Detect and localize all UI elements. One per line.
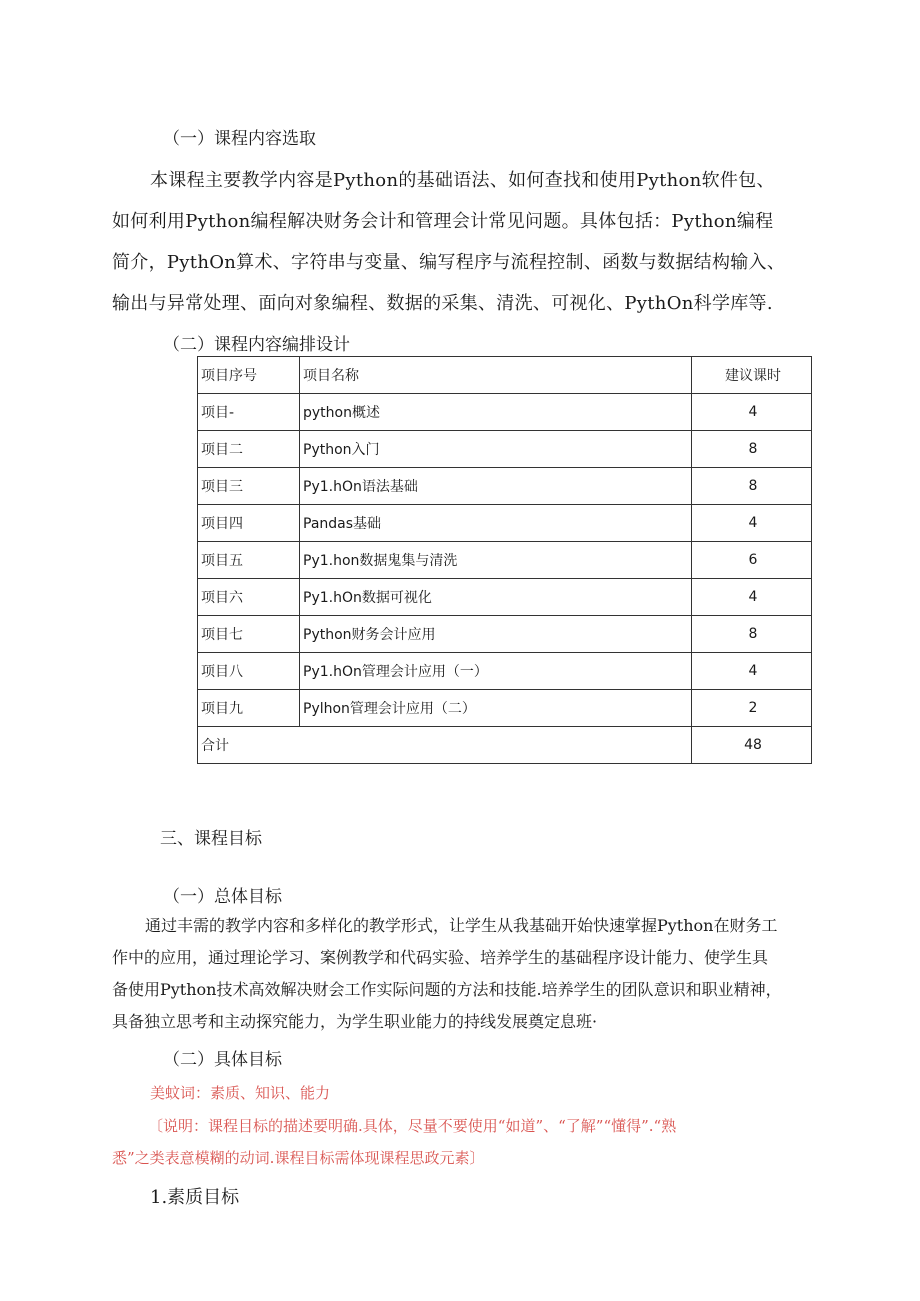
total-hours: 48 — [692, 727, 812, 764]
project-hours: 4 — [692, 653, 812, 690]
table-total-row — [198, 727, 812, 764]
keywords-note: 美蚊词：素质、知识、能力 — [150, 1084, 331, 1102]
content-selection-paragraph — [112, 160, 832, 324]
project-hours: 8 — [692, 468, 812, 505]
project-name: Pandas基础 — [300, 505, 692, 542]
paragraph-line: 备使用Python技术高效解决财会工作实际问题的方法和技能.培养学生的团队意识和职业精神， — [112, 980, 782, 999]
table-row — [198, 579, 812, 616]
section-heading-content-arrangement: （二）课程内容编排设计 — [163, 335, 350, 355]
subheading-overall-objective: （一）总体目标 — [163, 887, 282, 907]
project-hours: 6 — [692, 542, 812, 579]
project-name: Py1.hOn语法基础 — [300, 468, 692, 505]
project-name: python概述 — [300, 394, 692, 431]
table-row — [198, 690, 812, 727]
header-suggested-hours: 建议课时 — [692, 357, 812, 394]
project-name: Py1.hon数据鬼集与清洗 — [300, 542, 692, 579]
subheading-specific-objectives: （二）具体目标 — [163, 1050, 282, 1070]
table-row — [198, 394, 812, 431]
paragraph-line: 具备独立思考和主动探究能力，为学生职业能力的持线发展奠定息班· — [112, 1012, 598, 1031]
paragraph-line: 作中的应用，通过理论学习、案例教学和代码实验、培养学生的基础程序设计能力、使学生具 — [112, 948, 769, 967]
project-number: 项目九 — [198, 690, 300, 727]
project-number: 项目八 — [198, 653, 300, 690]
project-number: 项目六 — [198, 579, 300, 616]
project-hours: 8 — [692, 431, 812, 468]
table-row — [198, 468, 812, 505]
project-number: 项目四 — [198, 505, 300, 542]
overall-objective-paragraph — [112, 910, 782, 1038]
table-row — [198, 616, 812, 653]
project-hours: 8 — [692, 616, 812, 653]
note-line: 悉”之类表意模糊的动词.课程目标需体现课程思政元素〕 — [112, 1149, 485, 1167]
header-project-name: 项目名称 — [300, 357, 692, 394]
table-row — [198, 431, 812, 468]
project-number: 项目二 — [198, 431, 300, 468]
course-plan-table — [197, 356, 812, 764]
project-hours: 4 — [692, 505, 812, 542]
section-heading-content-selection: （一）课程内容选取 — [163, 129, 316, 149]
paragraph-line: 本课程主要教学内容是Python的基础语法、如何查找和使用Python软件包、 — [150, 170, 775, 191]
section-heading-course-objectives: 三、课程目标 — [160, 829, 262, 849]
project-number: 项目- — [198, 394, 300, 431]
project-name: Py1.hOn数据可视化 — [300, 579, 692, 616]
project-hours: 4 — [692, 394, 812, 431]
project-number: 项目七 — [198, 616, 300, 653]
paragraph-line: 通过丰需的教学内容和多样化的教学形式，让学生从我基础开始快速掌握Python在财务工 — [145, 916, 778, 935]
project-name: Py1.hOn管理会计应用（一） — [300, 653, 692, 690]
project-name: Python财务会计应用 — [300, 616, 692, 653]
note-line: 〔说明：课程目标的描述要明确.具体，尽量不要使用“如道”、“了解”“懂得”.“熟 — [148, 1117, 677, 1135]
project-number: 项目五 — [198, 542, 300, 579]
paragraph-line: 如何利用Python编程解决财务会计和管理会计常见问题。具体包括：Python编程 — [112, 211, 774, 232]
table-row — [198, 542, 812, 579]
total-label: 合计 — [198, 727, 692, 764]
project-name: Python入门 — [300, 431, 692, 468]
project-hours: 2 — [692, 690, 812, 727]
paragraph-line: 输出与异常处理、面向对象编程、数据的采集、清洗、可视化、PythOn科学库等. — [112, 293, 773, 314]
table-row — [198, 653, 812, 690]
table-row — [198, 505, 812, 542]
paragraph-line: 简介，PythOn算术、字符串与变量、编写程序与流程控制、函数与数据结构输入、 — [112, 252, 786, 273]
project-number: 项目三 — [198, 468, 300, 505]
table-header-row — [198, 357, 812, 394]
project-name: Pylhon管理会计应用（二） — [300, 690, 692, 727]
header-project-number: 项目序号 — [198, 357, 300, 394]
instruction-note — [112, 1110, 676, 1174]
quality-goal-heading: 1.素质目标 — [150, 1187, 240, 1208]
project-hours: 4 — [692, 579, 812, 616]
